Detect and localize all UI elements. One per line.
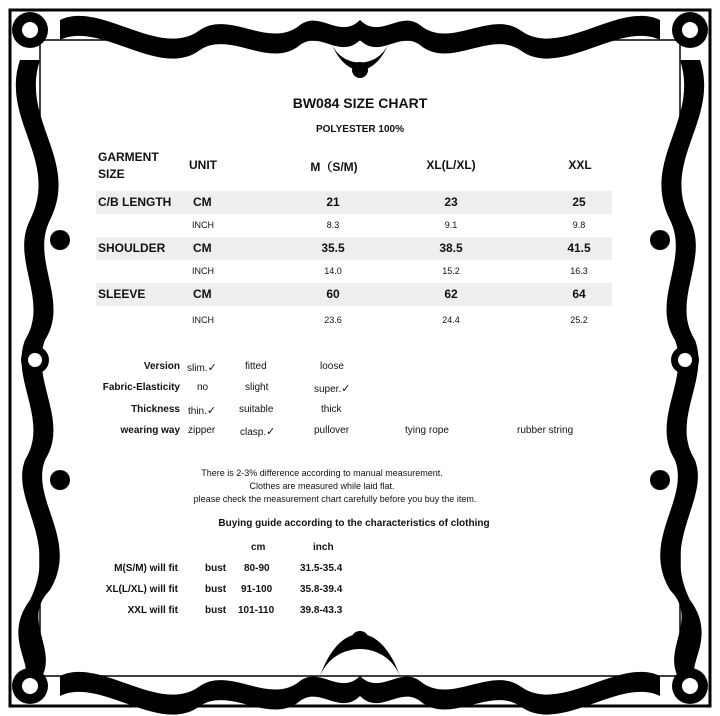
row-unit-inch: INCH (192, 220, 214, 230)
guide-row-part: bust (205, 584, 227, 595)
char-option: tying rope (405, 425, 449, 436)
char-option: suitable (239, 404, 274, 415)
char-label-thickness: Thickness (131, 404, 180, 415)
guide-col-inch: inch (313, 542, 334, 553)
guide-row-cm: 80-90 (244, 563, 270, 574)
header-garment-size (98, 149, 159, 183)
page-title: BW084 SIZE CHART (292, 95, 428, 111)
char-option-text: thin. (188, 406, 207, 417)
table-cell: 62 (444, 287, 458, 301)
table-cell: 9.8 (572, 220, 586, 230)
table-cell: 9.1 (444, 220, 458, 230)
checkmark-icon: ✓ (266, 426, 276, 438)
char-option: loose (320, 361, 344, 372)
row-label-shoulder: SHOULDER (98, 241, 166, 255)
note-line: please check the measurement chart carefully before you buy the item. (193, 494, 477, 504)
guide-row-cm: 91-100 (241, 584, 273, 595)
header-unit: UNIT (189, 158, 217, 172)
header-size-xl: XL(L/XL) (426, 158, 476, 172)
checkmark-icon: ✓ (207, 362, 217, 374)
row-label-sleeve: SLEEVE (98, 287, 146, 301)
char-option: zipper (188, 425, 216, 436)
checkmark-icon: ✓ (341, 383, 351, 395)
table-cell: 60 (326, 287, 340, 301)
header-size-xxl: XXL (568, 158, 592, 172)
table-cell: 24.4 (442, 315, 460, 325)
row-unit-cm: CM (193, 241, 212, 255)
char-option (187, 361, 217, 374)
row-unit-inch: INCH (192, 315, 214, 325)
table-cell: 64 (572, 287, 586, 301)
guide-row-inch: 39.8-43.3 (300, 605, 343, 616)
buying-guide-title: Buying guide according to the characteristics of clothing (218, 518, 490, 529)
char-option: thick (321, 404, 342, 415)
row-unit-cm: CM (193, 195, 212, 209)
table-cell: 38.5 (439, 241, 463, 255)
guide-row-inch: 35.8-39.4 (300, 584, 343, 595)
table-cell: 21 (326, 195, 340, 209)
char-option-text: clasp. (240, 427, 267, 438)
guide-col-cm: cm (251, 542, 266, 553)
guide-row-part: bust (205, 563, 227, 574)
char-option (240, 425, 275, 438)
row-unit-inch: INCH (192, 266, 214, 276)
char-option: pullover (314, 425, 350, 436)
char-option-text: super. (314, 384, 342, 395)
table-cell: 35.5 (321, 241, 345, 255)
char-option: fitted (245, 361, 267, 372)
table-cell: 14.0 (324, 266, 342, 276)
char-option: rubber string (517, 425, 574, 436)
table-cell: 41.5 (567, 241, 591, 255)
guide-row-label: XL(L/XL) will fit (105, 584, 178, 595)
table-cell: 23 (444, 195, 458, 209)
char-option-text: slim. (187, 363, 208, 374)
header-garment-line1: GARMENT (98, 150, 159, 164)
table-cell: 25 (572, 195, 586, 209)
note-line: There is 2-3% difference according to manual measurement. (201, 468, 443, 478)
row-unit-cm: CM (193, 287, 212, 301)
guide-row-part: bust (205, 605, 227, 616)
table-cell: 15.2 (442, 266, 460, 276)
guide-row-label: M(S/M) will fit (114, 563, 178, 574)
table-cell: 8.3 (326, 220, 340, 230)
header-garment-line2: SIZE (98, 167, 125, 181)
table-cell: 25.2 (570, 315, 588, 325)
table-cell: 23.6 (324, 315, 342, 325)
checkmark-icon: ✓ (206, 405, 217, 417)
row-label-cb-length: C/B LENGTH (98, 195, 172, 209)
note-line: Clothes are measured while laid flat. (249, 481, 395, 491)
guide-row-inch: 31.5-35.4 (300, 563, 343, 574)
char-option (314, 382, 350, 395)
material-subtitle: POLYESTER 100% (315, 124, 404, 135)
table-cell: 16.3 (570, 266, 588, 276)
char-option (188, 404, 216, 417)
char-label-fabric-elasticity: Fabric-Elasticity (102, 382, 180, 393)
header-size-m: M（S/M) (310, 160, 358, 174)
char-option: slight (245, 382, 269, 393)
guide-row-label: XXL will fit (127, 605, 178, 616)
char-label-wearing-way: wearing way (120, 425, 180, 436)
guide-row-cm: 101-110 (238, 605, 275, 616)
char-option: no (197, 382, 209, 393)
char-label-version: Version (143, 361, 180, 372)
